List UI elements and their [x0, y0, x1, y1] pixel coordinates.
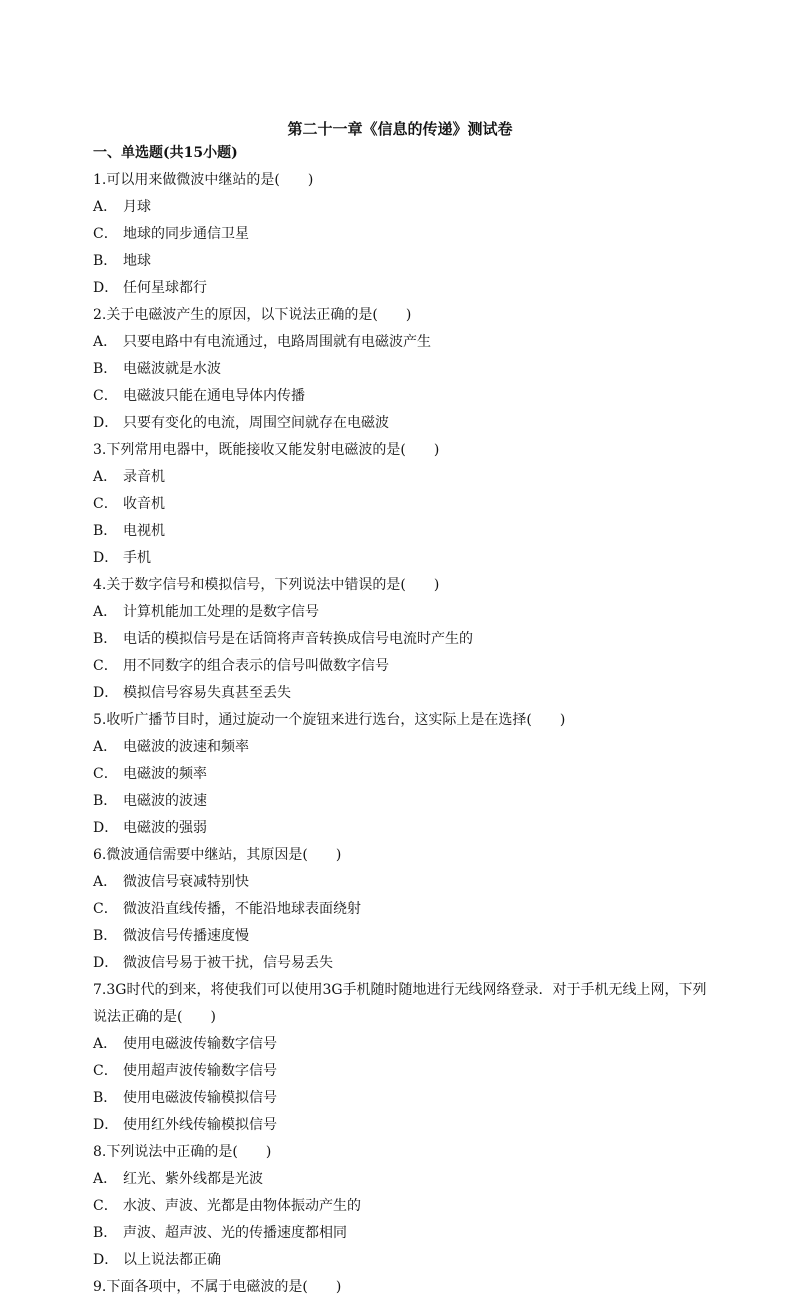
question-8: [93, 1139, 707, 1274]
option-label: C．: [93, 1198, 118, 1214]
option-list: [93, 1166, 707, 1274]
section-heading: 一、单选题(共15小题): [93, 145, 238, 161]
option-item: [93, 626, 707, 653]
option-text: 使用电磁波传输数字信号: [123, 1036, 277, 1052]
option-item: [93, 896, 401, 923]
option-item: [93, 1112, 401, 1139]
option-item: [93, 383, 707, 410]
option-item: [93, 950, 401, 977]
option-label: B．: [93, 1090, 118, 1106]
option-item: [93, 464, 401, 491]
option-item: [93, 491, 401, 518]
question-1: [93, 167, 707, 302]
question-stem: 1.可以用来做微波中继站的是( ): [93, 172, 314, 188]
option-text: 微波沿直线传播，不能沿地球表面绕射: [123, 901, 361, 917]
option-list: [93, 194, 707, 302]
option-list: [93, 734, 707, 842]
option-text: 电磁波的波速: [123, 793, 207, 809]
option-item: [93, 1166, 401, 1193]
option-item: [93, 329, 707, 356]
question-9: [93, 1274, 707, 1301]
question-stem: 7.3G时代的到来，将使我们可以使用3G手机随时随地进行无线网络登录．对于手机无线上网，下列说法正确的是( ): [93, 982, 707, 1025]
option-label: A．: [93, 334, 118, 350]
option-item: [93, 653, 707, 680]
option-label: C．: [93, 766, 118, 782]
question-5: [93, 707, 707, 842]
option-item: [93, 1058, 401, 1085]
option-item: [93, 1085, 401, 1112]
question-stem: 4.关于数字信号和模拟信号，下列说法中错误的是( ): [93, 577, 440, 593]
option-label: B．: [93, 631, 118, 647]
option-text: 使用红外线传输模拟信号: [123, 1117, 277, 1133]
option-label: B．: [93, 793, 118, 809]
option-item: [93, 761, 401, 788]
option-label: D．: [93, 1252, 119, 1268]
option-text: 模拟信号容易失真甚至丢失: [123, 685, 291, 701]
question-stem: 5.收听广播节目时，通过旋动一个旋钮来进行选台，这实际上是在选择( ): [93, 712, 566, 728]
option-text: 只要有变化的电流，周围空间就存在电磁波: [123, 415, 389, 431]
option-text: 用不同数字的组合表示的信号叫做数字信号: [123, 658, 389, 674]
option-label: B．: [93, 928, 118, 944]
option-text: 以上说法都正确: [123, 1252, 221, 1268]
option-text: 电话的模拟信号是在话筒将声音转换成信号电流时产生的: [123, 631, 473, 647]
option-label: D．: [93, 280, 119, 296]
option-item: [93, 734, 401, 761]
option-label: C．: [93, 901, 118, 917]
option-text: 微波信号传播速度慢: [123, 928, 249, 944]
option-label: D．: [93, 820, 119, 836]
option-item: [93, 788, 401, 815]
option-item: [93, 599, 707, 626]
option-label: A．: [93, 199, 118, 215]
option-label: A．: [93, 1171, 118, 1187]
option-label: D．: [93, 685, 119, 701]
option-label: A．: [93, 469, 118, 485]
option-item: [93, 680, 707, 707]
option-text: 计算机能加工处理的是数字信号: [123, 604, 319, 620]
question-2: [93, 302, 707, 437]
question-stem: 3.下列常用电器中，既能接收又能发射电磁波的是( ): [93, 442, 440, 458]
option-text: 任何星球都行: [123, 280, 207, 296]
option-label: A．: [93, 604, 118, 620]
question-stem: 2.关于电磁波产生的原因，以下说法正确的是( ): [93, 307, 412, 323]
option-item: [93, 410, 707, 437]
option-item: [93, 545, 401, 572]
option-text: 电磁波的强弱: [123, 820, 207, 836]
option-label: A．: [93, 1036, 118, 1052]
option-item: [93, 248, 401, 275]
option-text: 电磁波就是水波: [123, 361, 221, 377]
option-list: [93, 329, 707, 437]
option-label: D．: [93, 1117, 119, 1133]
option-label: D．: [93, 955, 119, 971]
option-label: A．: [93, 739, 118, 755]
option-text: 电磁波只能在通电导体内传播: [123, 388, 305, 404]
option-item: [93, 518, 401, 545]
option-item: [93, 869, 401, 896]
option-text: 水波、声波、光都是由物体振动产生的: [123, 1198, 361, 1214]
option-list: [93, 464, 707, 572]
option-list: [93, 869, 707, 977]
option-item: [93, 275, 401, 302]
option-item: [93, 815, 401, 842]
option-label: D．: [93, 550, 119, 566]
option-item: [93, 1193, 401, 1220]
question-7: [93, 977, 707, 1139]
option-text: 电视机: [123, 523, 165, 539]
option-label: C．: [93, 658, 118, 674]
option-label: C．: [93, 226, 118, 242]
page-title: 第二十一章《信息的传递》测试卷: [287, 120, 513, 138]
option-text: 电磁波的频率: [123, 766, 207, 782]
option-text: 使用电磁波传输模拟信号: [123, 1090, 277, 1106]
question-stem: 9.下面各项中，不属于电磁波的是( ): [93, 1279, 342, 1295]
option-label: B．: [93, 1225, 118, 1241]
option-text: 微波信号易于被干扰，信号易丢失: [123, 955, 333, 971]
question-3: [93, 437, 707, 572]
question-6: [93, 842, 707, 977]
option-text: 微波信号衰减特别快: [123, 874, 249, 890]
option-text: 声波、超声波、光的传播速度都相同: [123, 1225, 347, 1241]
option-item: [93, 221, 401, 248]
option-item: [93, 1031, 401, 1058]
option-label: C．: [93, 496, 118, 512]
option-item: [93, 356, 707, 383]
option-label: B．: [93, 253, 118, 269]
option-text: 使用超声波传输数字信号: [123, 1063, 277, 1079]
option-text: 地球: [123, 253, 151, 269]
option-label: A．: [93, 874, 118, 890]
question-stem: 6.微波通信需要中继站，其原因是( ): [93, 847, 342, 863]
option-label: C．: [93, 388, 118, 404]
option-label: B．: [93, 361, 118, 377]
option-label: D．: [93, 415, 119, 431]
page-content: [93, 118, 707, 1301]
option-text: 电磁波的波速和频率: [123, 739, 249, 755]
option-text: 地球的同步通信卫星: [123, 226, 249, 242]
question-stem: 8.下列说法中正确的是( ): [93, 1144, 272, 1160]
option-text: 录音机: [123, 469, 165, 485]
option-item: [93, 194, 401, 221]
option-text: 月球: [123, 199, 151, 215]
option-text: 手机: [123, 550, 151, 566]
question-4: [93, 572, 707, 707]
option-item: [93, 1247, 401, 1274]
option-list: [93, 599, 707, 707]
question-list: [93, 167, 707, 1301]
option-text: 收音机: [123, 496, 165, 512]
option-label: B．: [93, 523, 118, 539]
option-text: 只要电路中有电流通过，电路周围就有电磁波产生: [123, 334, 431, 350]
option-label: C．: [93, 1063, 118, 1079]
option-item: [93, 1220, 401, 1247]
option-text: 红光、紫外线都是光波: [123, 1171, 263, 1187]
option-item: [93, 923, 401, 950]
